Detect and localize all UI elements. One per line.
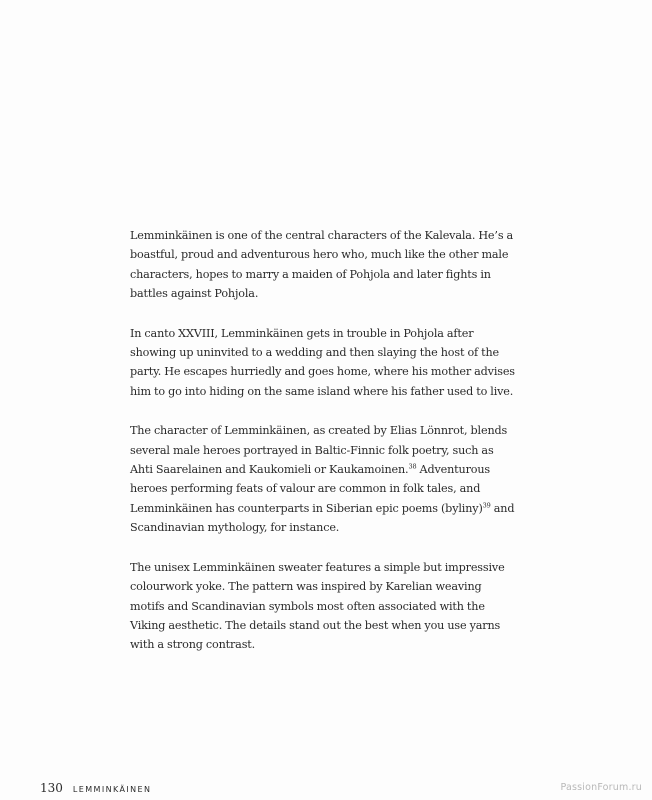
paragraph-canto: In canto XXVIII, Lemminkäinen gets in trouble in Pohjola after showing up uninvited to a wedding and then slaying the host of the party. He escapes hurriedly and goes home, where his mother advises him to go into hiding on the same island where his father used to live. (130, 326, 515, 398)
page-footer (40, 781, 151, 795)
watermark: PassionForum.ru (560, 782, 642, 793)
footnote-reference: 38 (408, 462, 417, 471)
paragraph-text-segment: The character of Lemminkäinen, as created by Elias Lönnrot, blends several male heroes portrayed in Baltic-Finnic folk poetry, such as Ahti Saarelainen and Kaukomieli or Kaukamoinen. (130, 424, 508, 477)
paragraph-sweater-description: The unisex Lemminkäinen sweater features a simple but impressive colourwork yoke. The pattern was inspired by Karelian weaving motifs and Scandinavian symbols most often associated with the Viking aesthetic. The details stand out the best when you use yarns with a strong contrast. (130, 560, 505, 652)
paragraph-introduction: Lemminkäinen is one of the central characters of the Kalevala. He’s a boastful, proud and adventurous hero who, much like the other male characters, hopes to marry a maiden of Pohjola and later fights in battles against Pohjola. (130, 229, 514, 301)
footnote-reference: 39 (482, 501, 491, 510)
paragraph-character-origins (130, 421, 518, 537)
article-body (130, 226, 518, 675)
page-number: 130 (40, 781, 63, 795)
paragraph-text-segment: Adventurous heroes performing feats of valour are common in folk tales, and Lemminkäinen has counterparts in Siberian epic poems (byliny) (130, 463, 491, 515)
running-head: LEMMINKÄINEN (72, 785, 152, 794)
paragraph-text-segment: and Scandinavian mythology, for instance. (130, 501, 515, 535)
